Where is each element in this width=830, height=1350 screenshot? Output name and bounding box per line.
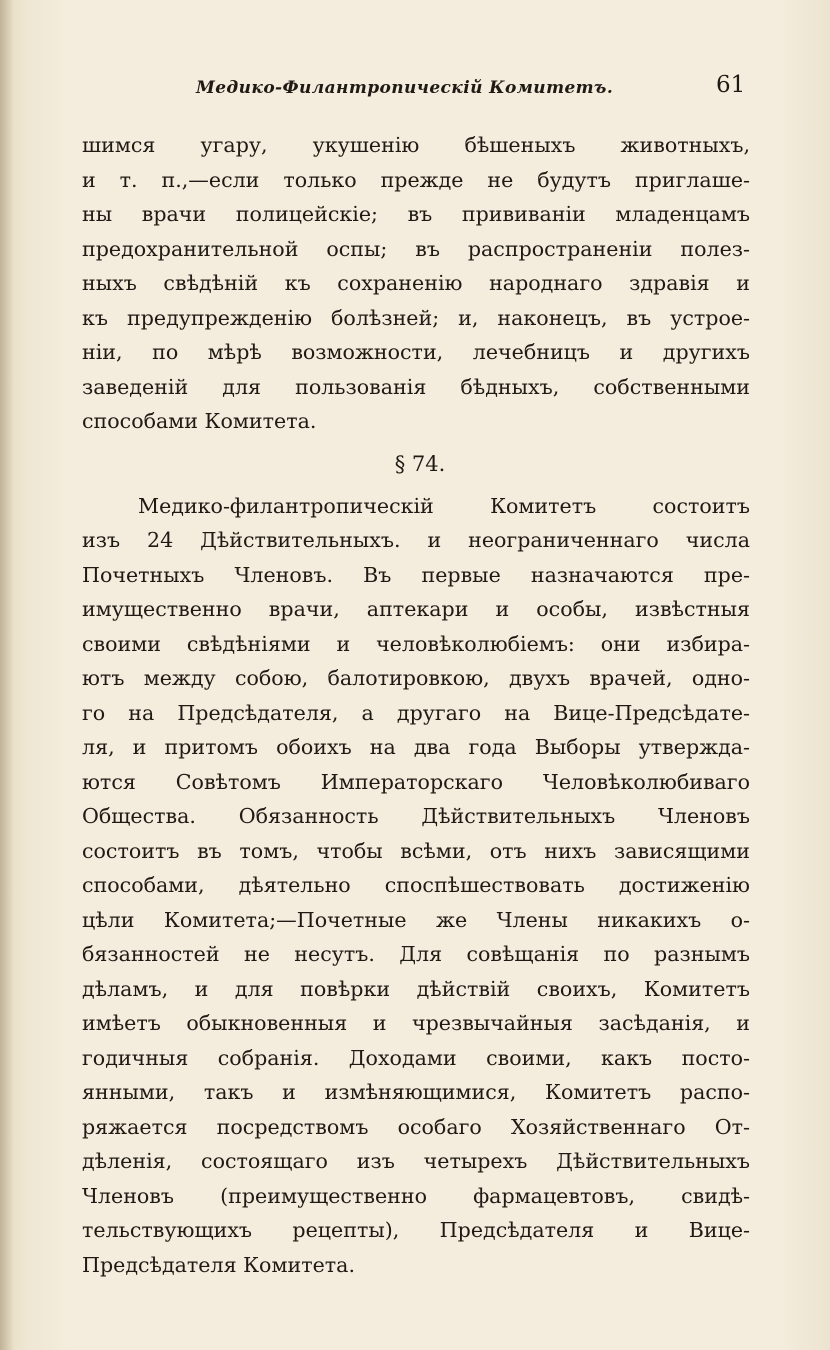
page-number: 61	[716, 72, 746, 98]
text-line: дѣленія, состоящаго изъ четырехъ Дѣйствительныхъ	[82, 1149, 750, 1173]
text-line: годичныя собранія. Доходами своими, какъ посто-	[82, 1045, 750, 1070]
text-line: Общества. Обязанность Дѣйствительныхъ Членовъ	[82, 804, 750, 828]
text-line: ніи, по мѣрѣ возможности, лечебницъ и другихъ	[82, 340, 750, 364]
text-line: имѣетъ обыкновенныя и чрезвычайныя засѣданія, и	[82, 1011, 750, 1035]
text-line: предохранительной оспы; въ распространеніи полез-	[82, 236, 750, 261]
text-line: ются Совѣтомъ Императорскаго Человѣколюбиваго	[82, 769, 750, 794]
text-line: тельствующихъ рецепты), Предсѣдателя и Вице-	[82, 1218, 750, 1242]
text-line: Медико-филантропическій Комитетъ состоитъ	[138, 493, 750, 518]
text-line: состоитъ въ томъ, чтобы всѣми, отъ нихъ зависящими	[82, 838, 750, 863]
text-line: ныхъ свѣдѣній къ сохраненію народнаго здравія и	[82, 271, 750, 295]
paragraph-section-74	[82, 489, 750, 1283]
text-line: дѣламъ, и для повѣрки дѣйствій своихъ, Комитетъ	[82, 976, 750, 1001]
text-line: имущественно врачи, аптекари и особы, извѣстныя	[82, 597, 750, 621]
page-header	[0, 72, 830, 108]
section-heading: § 74.	[394, 451, 446, 476]
running-head: Медико-Филантропическій Комитетъ.	[196, 78, 614, 98]
text-line: шимся угару, укушенію бѣшеныхъ животныхъ,	[82, 133, 750, 157]
text-line: го на Предсѣдателя, а другаго на Вице-Предсѣдате-	[82, 700, 750, 725]
text-line: ютъ между собою, балотировкою, двухъ врачей, одно-	[82, 666, 750, 690]
text-line: ряжается посредствомъ особаго Хозяйственнаго От-	[82, 1114, 750, 1139]
text-line: бязанностей не несутъ. Для совѣщанія по разнымъ	[82, 942, 750, 966]
text-line: способами, дѣятельно споспѣшествовать достиженію	[82, 873, 750, 897]
text-line: Почетныхъ Членовъ. Въ первые назначаются пре-	[82, 562, 750, 587]
text-line: Членовъ (преимущественно фармацевтовъ, свидѣ-	[82, 1183, 750, 1208]
text-line: къ предупрежденію болѣзней; и, наконецъ, въ устрое-	[82, 305, 750, 330]
paragraph-continuation	[82, 128, 750, 439]
text-line: ны врачи полицейскіе; въ прививаніи младенцамъ	[82, 202, 750, 226]
body-text	[82, 128, 750, 1282]
text-line: изъ 24 Дѣйствительныхъ. и неограниченнаго числа	[82, 528, 750, 552]
text-line: заведеній для пользованія бѣдныхъ, собственными	[82, 374, 750, 399]
spine-shadow	[0, 0, 14, 1350]
text-line: способами Комитета.	[82, 409, 317, 433]
text-line: и т. п.,—если только прежде не будутъ приглаше-	[82, 167, 750, 192]
text-line: цѣли Комитета;—Почетные же Члены никакихъ о-	[82, 907, 750, 932]
text-line: ля, и притомъ обоихъ на два года Выборы утвержда-	[82, 735, 750, 759]
text-line: Предсѣдателя Комитета.	[82, 1252, 355, 1277]
text-line: янными, такъ и измѣняющимися, Комитетъ распо-	[82, 1080, 750, 1104]
text-line: своими свѣдѣніями и человѣколюбіемъ: они избира-	[82, 631, 750, 656]
